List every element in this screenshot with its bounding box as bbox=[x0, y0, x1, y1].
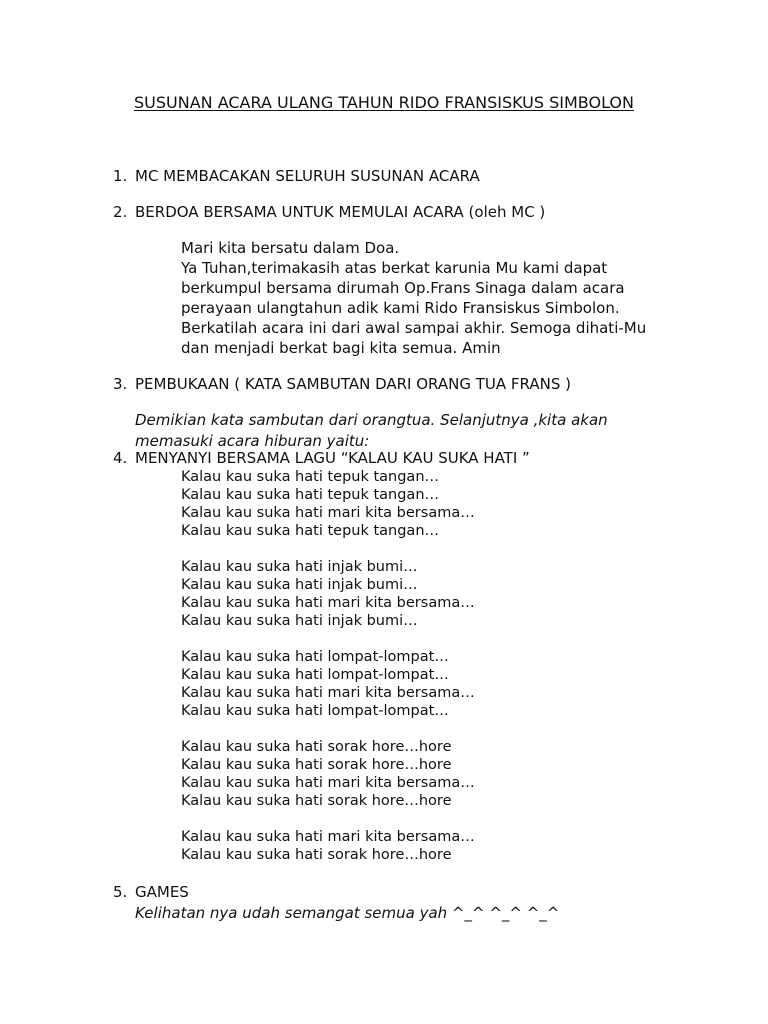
item-4-text: MENYANYI BERSAMA LAGU “KALAU KAU SUKA HATI ” bbox=[135, 449, 530, 467]
lyric-line: Kalau kau suka hati injak bumi… bbox=[181, 577, 418, 593]
song-lyrics bbox=[181, 468, 475, 882]
prayer-line: dan menjadi berkat bagi kita semua. Amin bbox=[181, 339, 501, 357]
transition-line: Demikian kata sambutan dari orangtua. Selanjutnya ,kita akan bbox=[135, 411, 608, 429]
lyric-line: Kalau kau suka hati sorak hore…hore bbox=[181, 847, 452, 863]
lyrics-stanza bbox=[181, 558, 475, 630]
lyrics-stanza bbox=[181, 738, 475, 810]
lyric-line: Kalau kau suka hati lompat-lompat… bbox=[181, 649, 449, 665]
prayer-line: Berkatilah acara ini dari awal sampai akhir. Semoga dihati-Mu bbox=[181, 319, 647, 337]
lyric-line: Kalau kau suka hati injak bumi… bbox=[181, 559, 418, 575]
prayer-line: Mari kita bersatu dalam Doa. bbox=[181, 239, 400, 257]
lyric-line: Kalau kau suka hati tepuk tangan… bbox=[181, 487, 440, 503]
games-note: Kelihatan nya udah semangat semua yah ^_^ ^_^ ^_^ bbox=[135, 904, 560, 922]
lyric-line: Kalau kau suka hati lompat-lompat… bbox=[181, 667, 449, 683]
lyric-line: Kalau kau suka hati injak bumi… bbox=[181, 613, 418, 629]
lyric-line: Kalau kau suka hati mari kita bersama… bbox=[181, 775, 475, 791]
item-3-number: 3. bbox=[113, 375, 128, 393]
item-5-text: GAMES bbox=[135, 883, 189, 901]
lyric-line: Kalau kau suka hati tepuk tangan… bbox=[181, 469, 440, 485]
item-2-number: 2. bbox=[113, 203, 128, 221]
item-2-text: BERDOA BERSAMA UNTUK MEMULAI ACARA (oleh MC ) bbox=[135, 203, 546, 221]
transition-line: memasuki acara hiburan yaitu: bbox=[135, 432, 370, 450]
prayer-line: Ya Tuhan,terimakasih atas berkat karunia Mu kami dapat bbox=[181, 259, 608, 277]
transition-paragraph bbox=[135, 410, 608, 452]
item-4-number: 4. bbox=[113, 449, 128, 467]
lyric-line: Kalau kau suka hati mari kita bersama… bbox=[181, 685, 475, 701]
lyric-line: Kalau kau suka hati sorak hore…hore bbox=[181, 739, 452, 755]
item-5-number: 5. bbox=[113, 883, 128, 901]
lyric-line: Kalau kau suka hati tepuk tangan… bbox=[181, 523, 440, 539]
item-3-text: PEMBUKAAN ( KATA SAMBUTAN DARI ORANG TUA FRANS ) bbox=[135, 375, 571, 393]
lyrics-stanza bbox=[181, 828, 475, 864]
lyric-line: Kalau kau suka hati mari kita bersama… bbox=[181, 505, 475, 521]
lyric-line: Kalau kau suka hati lompat-lompat… bbox=[181, 703, 449, 719]
item-1-number: 1. bbox=[113, 167, 128, 185]
lyrics-stanza bbox=[181, 648, 475, 720]
prayer-line: perayaan ulangtahun adik kami Rido Fransiskus Simbolon. bbox=[181, 299, 620, 317]
prayer-line: berkumpul bersama dirumah Op.Frans Sinaga dalam acara bbox=[181, 279, 625, 297]
lyric-line: Kalau kau suka hati sorak hore…hore bbox=[181, 757, 452, 773]
lyrics-stanza bbox=[181, 468, 475, 540]
prayer-paragraph bbox=[181, 238, 646, 358]
lyric-line: Kalau kau suka hati mari kita bersama… bbox=[181, 829, 475, 845]
lyric-line: Kalau kau suka hati sorak hore…hore bbox=[181, 793, 452, 809]
lyric-line: Kalau kau suka hati mari kita bersama… bbox=[181, 595, 475, 611]
document-title: SUSUNAN ACARA ULANG TAHUN RIDO FRANSISKUS SIMBOLON bbox=[134, 93, 634, 112]
item-1-text: MC MEMBACAKAN SELURUH SUSUNAN ACARA bbox=[135, 167, 480, 185]
